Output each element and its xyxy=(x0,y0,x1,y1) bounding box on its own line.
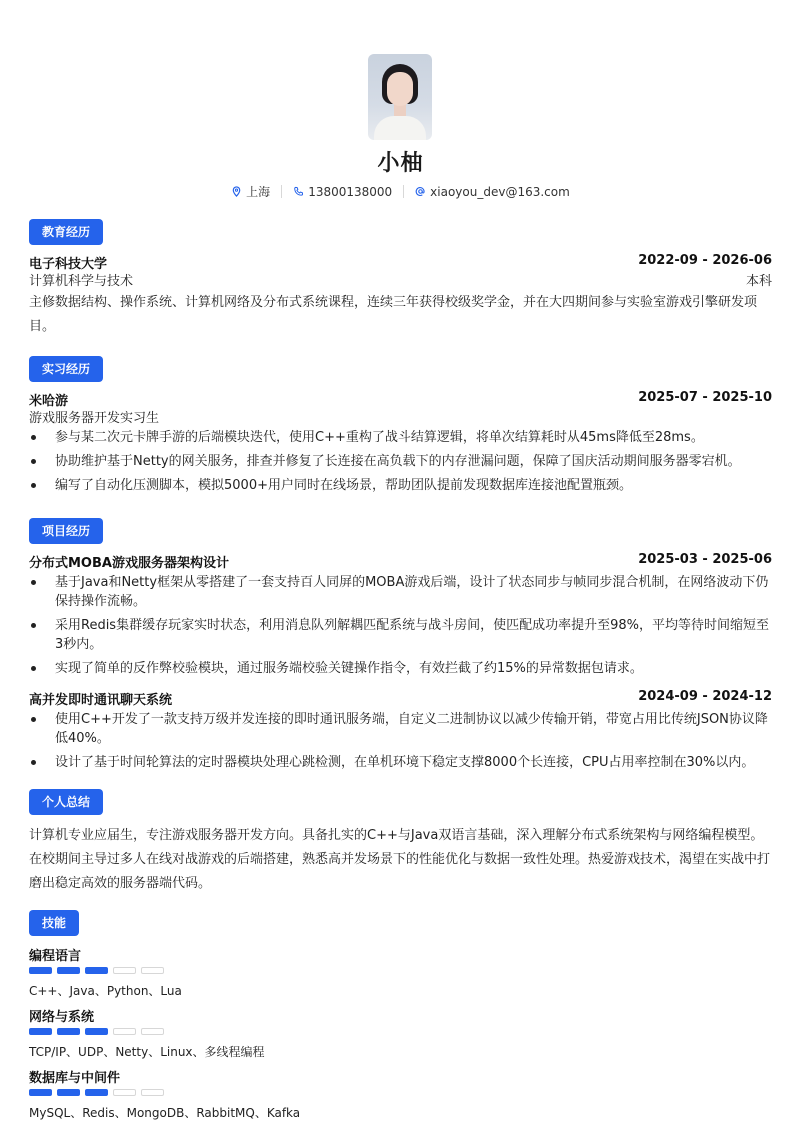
internship-dates: 2025-07 - 2025-10 xyxy=(638,390,772,405)
list-item: 编写了自动化压测脚本，模拟5000+用户同时在线场景，帮助团队提前发现数据库连接池配置瓶颈。 xyxy=(29,476,772,495)
level-segment-empty xyxy=(113,1028,136,1035)
degree: 本科 xyxy=(745,274,772,289)
email-text[interactable]: xiaoyou_dev@163.com xyxy=(430,184,570,199)
list-item: 使用C++开发了一款支持万级并发连接的即时通讯服务端，自定义二进制协议以减少传输开销，带宽占用比传统JSON协议降低40%。 xyxy=(29,710,772,748)
skill-level-bar xyxy=(29,1089,164,1096)
level-segment-filled xyxy=(29,1028,52,1035)
level-segment-empty xyxy=(141,967,164,974)
skill-group-name: 网络与系统 xyxy=(29,1010,95,1025)
level-segment-filled xyxy=(29,1089,52,1096)
location-text: 上海 xyxy=(246,185,271,199)
divider xyxy=(403,185,404,198)
project-name: 高并发即时通讯聊天系统 xyxy=(29,693,173,708)
section-heading-internship: 实习经历 xyxy=(29,356,103,382)
project-header xyxy=(29,689,772,708)
level-segment-empty xyxy=(141,1089,164,1096)
project-dates: 2024-09 - 2024-12 xyxy=(638,689,772,704)
level-segment-empty xyxy=(141,1028,164,1035)
contact-info xyxy=(29,183,772,200)
internship-bullets xyxy=(29,428,772,500)
skill-items: MySQL、Redis、MongoDB、RabbitMQ、Kafka xyxy=(29,1106,301,1120)
skill-group-name: 数据库与中间件 xyxy=(29,1071,121,1086)
list-item: 基于Java和Netty框架从零搭建了一套支持百人同屏的MOBA游戏后端，设计了状态同步与帧同步混合机制，在网络波动下仍保持操作流畅。 xyxy=(29,573,772,611)
at-sign-icon xyxy=(415,186,426,197)
level-segment-filled xyxy=(85,967,108,974)
school-name: 电子科技大学 xyxy=(29,257,108,272)
project-bullets xyxy=(29,710,772,777)
phone-text: 13800138000 xyxy=(308,184,393,199)
skill-level-bar xyxy=(29,967,164,974)
section-heading-projects: 项目经历 xyxy=(29,518,103,544)
list-item: 采用Redis集群缓存玩家实时状态，利用消息队列解耦匹配系统与战斗房间，使匹配成功率提升至98%，平均等待时间缩短至3秒内。 xyxy=(29,616,772,654)
level-segment-filled xyxy=(85,1028,108,1035)
project-header xyxy=(29,552,772,571)
phone-icon xyxy=(293,186,304,197)
internship-subheader xyxy=(29,407,772,426)
divider xyxy=(281,185,282,198)
level-segment-filled xyxy=(85,1089,108,1096)
major: 计算机科学与技术 xyxy=(29,274,134,289)
skill-group-name: 编程语言 xyxy=(29,949,82,964)
level-segment-empty xyxy=(113,967,136,974)
project-name: 分布式MOBA游戏服务器架构设计 xyxy=(29,556,229,571)
skill-level-bar xyxy=(29,1028,164,1035)
location-pin-icon xyxy=(231,186,242,197)
project-bullets xyxy=(29,573,772,683)
contact-phone xyxy=(293,185,392,199)
project-dates: 2025-03 - 2025-06 xyxy=(638,552,772,567)
skill-items: TCP/IP、UDP、Netty、Linux、多线程编程 xyxy=(29,1045,265,1059)
level-segment-filled xyxy=(57,1028,80,1035)
contact-email[interactable] xyxy=(415,185,570,199)
section-heading-summary: 个人总结 xyxy=(29,789,103,815)
summary-text: 计算机专业应届生，专注游戏服务器开发方向。具备扎实的C++与Java双语言基础，深入理解分布式系统架构与网络编程模型。在校期间主导过多人在线对战游戏的后端搭建，熟悉高并发场景下的性能优化与数据一致性处理。热爱游戏技术，渴望在实战中打磨出稳定高效的服务器端代码。 xyxy=(29,828,771,891)
level-segment-filled xyxy=(29,967,52,974)
level-segment-filled xyxy=(57,1089,80,1096)
profile-photo xyxy=(368,54,432,140)
list-item: 实现了简单的反作弊校验模块，通过服务端校验关键操作指令，有效拦截了约15%的异常数据包请求。 xyxy=(29,659,772,678)
education-description: 主修数据结构、操作系统、计算机网络及分布式系统课程，连续三年获得校级奖学金，并在大四期间参与实验室游戏引擎研发项目。 xyxy=(29,295,758,334)
contact-location xyxy=(231,183,270,200)
list-item: 协助维护基于Netty的网关服务，排查并修复了长连接在高负载下的内存泄漏问题，保障了国庆活动期间服务器零宕机。 xyxy=(29,452,772,471)
education-dates: 2022-09 - 2026-06 xyxy=(638,253,772,268)
list-item: 参与某二次元卡牌手游的后端模块迭代，使用C++重构了战斗结算逻辑，将单次结算耗时从45ms降低至28ms。 xyxy=(29,428,772,447)
candidate-name: 小柚 xyxy=(377,151,424,176)
list-item: 设计了基于时间轮算法的定时器模块处理心跳检测，在单机环境下稳定支撑8000个长连接，CPU占用率控制在30%以内。 xyxy=(29,753,772,772)
level-segment-empty xyxy=(113,1089,136,1096)
company-name: 米哈游 xyxy=(29,394,69,409)
section-heading-education: 教育经历 xyxy=(29,219,103,245)
education-subheader xyxy=(29,270,772,289)
skill-items: C++、Java、Python、Lua xyxy=(29,984,182,998)
level-segment-filled xyxy=(57,967,80,974)
section-heading-skills: 技能 xyxy=(29,910,79,936)
job-role: 游戏服务器开发实习生 xyxy=(29,411,160,426)
